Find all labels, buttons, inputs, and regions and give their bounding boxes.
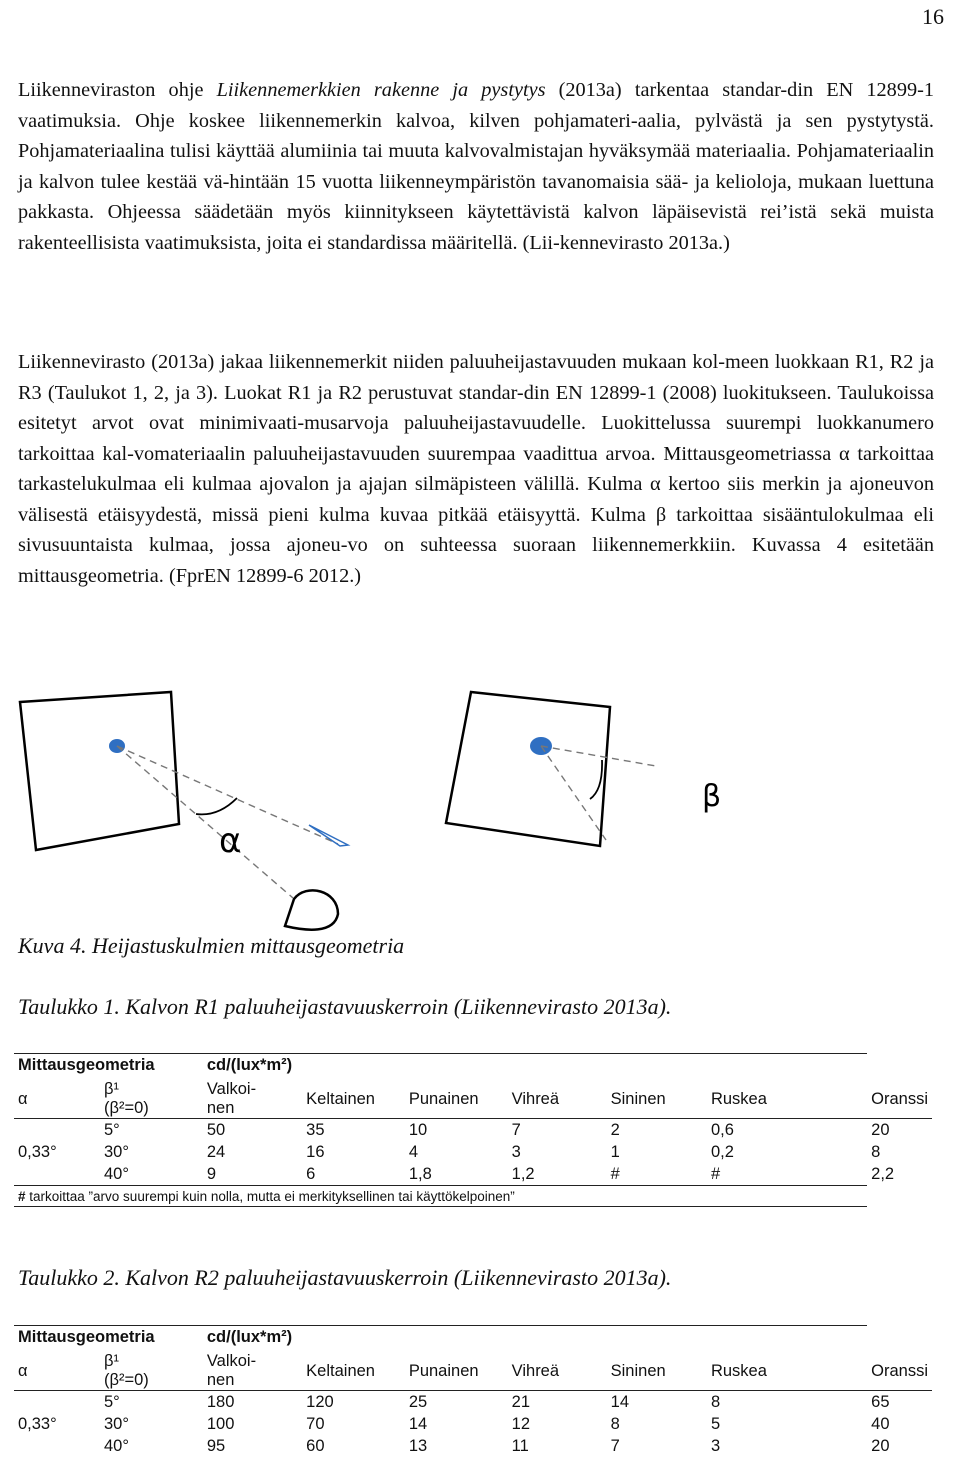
table-1-header-beta: β¹ (β²=0) [103,1080,149,1117]
table-cell: 30° [103,1414,129,1433]
table-2-header-unit: cd/(lux*m²) [203,1326,867,1349]
table-cell: 24 [206,1142,226,1161]
table-cell: 11 [511,1436,529,1455]
table-2-header-row-2 [14,1348,932,1391]
table-2-caption: Taulukko 2. Kalvon R2 paluuheijastavuuskerroin (Liikennevirasto 2013a). [18,1265,672,1290]
table-cell: 5 [710,1414,721,1433]
table-2-header-row-1 [14,1326,932,1349]
table-cell: 4 [408,1142,419,1161]
table-cell: 70 [306,1414,325,1433]
beta-label: β [702,779,722,814]
table-cell: 50 [203,1119,302,1142]
table-cell: 5° [100,1119,203,1142]
table-cell: 5° [100,1391,203,1414]
table-cell: 14 [607,1391,707,1414]
table-row [14,1435,932,1457]
alpha-label: α [219,821,242,861]
table-2-header-white: Valkoi- nen [206,1352,257,1389]
table-1-header-color: Sininen [610,1089,666,1108]
table-row [14,1413,932,1435]
table-cell: 8 [610,1414,620,1433]
table-cell: 12 [511,1414,530,1433]
sign-panel-right [446,692,610,846]
table-cell: 14 [408,1414,428,1433]
table-row [14,1391,932,1414]
table-cell: # [610,1164,620,1183]
table-row [14,1119,932,1142]
paragraph-1-text-b: (2013a) tarkentaa standar-din EN 12899-1 vaatimuksia. Ohje koskee liikennemerkin kalvoa, kilven pohjamateri-aalia, pylvästä ja sen pystytystä. Pohjamateriaalina tulisi käyttää alumiinia tai muuta kalvovalmistajan hyväksymää materiaalia. Pohjamateriaalin ja kalvon tulee kestää vä-hintään 15 vuotta liikenneympäristön tavanomaisia sää- ja kelioloja, mukaan luettuna pakkasta. Ohjeessa säädetään myös kiinnitykseen käytettävistä kalvon läpäisevistä rei’istä sekä muista rakenteellisista vaatimuksista, joita ei standardissa määritellä. (Lii-kennevirasto 2013a.) [18,79,935,254]
table-2-alpha-value: 0,33° [14,1391,100,1458]
table-cell: 35 [302,1119,405,1142]
table-1-header-geometry: Mittausgeometria [14,1054,203,1077]
table-cell: # [710,1164,721,1183]
table-1-footnote: # tarkoittaa ”arvo suurempi kuin nolla, mutta ei merkityksellinen tai käyttökelpoinen” [14,1186,867,1207]
illumination-ray-left [117,746,293,898]
table-cell: 20 [871,1436,890,1455]
table-row [14,1141,932,1163]
paragraph-2: Liikennevirasto (2013a) jakaa liikennemerkit niiden paluuheijastavuuden mukaan kol-meen luokkaan R1, R2 ja R3 (Taulukot 1, 2, ja 3). Luokat R1 ja R2 perustuvat standar-din EN 12899-1 (2008) luokitukseen. Taulukoissa esitetyt arvot ovat minimivaati-musarvoja paluuheijastavuudelle. Luokittelussa suurempi luokkanumero tarkoittaa kal-vomateriaalin paluuheijastavuuden suurempaa vaadittua arvoa. Mittausgeometriassa α tarkoittaa tarkastelukulmaa eli kulmaa ajovalon ja ajajan silmäpisteen välillä. Kulma α kertoo siis merkin ja ajoneuvon välisestä etäisyydestä, missä pieni kulma kuvaa pitkää etäisyyttä. Kulma β tarkoittaa sisääntulokulmaa eli sivusuuntaista kulmaa, jossa ajoneu-vo on suhteessa suoraan liikennemerkkiin. Kuvassa 4 esitetään mittausgeometria. (FprEN 12899-6 2012.) [18,351,934,587]
table-1-header-alpha: α [18,1089,28,1108]
table-cell: 0,2 [710,1142,734,1161]
headlamp-icon [285,890,338,929]
table-cell: 2 [607,1119,707,1142]
table-cell: 9 [206,1164,217,1183]
measurement-geometry-figure [18,690,722,940]
table-cell: 120 [302,1391,405,1414]
table-cell: 1 [610,1142,620,1161]
paragraph-1 [18,75,934,258]
table-row [14,1163,932,1186]
table-1-caption: Taulukko 1. Kalvon R1 paluuheijastavuuskerroin (Liikennevirasto 2013a). [18,994,672,1019]
table-cell: 7 [508,1119,607,1142]
table-cell: 40° [103,1164,129,1183]
table-2-header-color: Vihreä [511,1361,560,1380]
table-1-header-row-1 [14,1054,932,1077]
table-1-header-unit: cd/(lux*m²) [203,1054,867,1077]
table-cell: 65 [867,1391,932,1414]
table-cell: 180 [203,1391,302,1414]
table-2-header-color: Sininen [610,1361,666,1380]
table-2-header-color: Ruskea [710,1361,767,1380]
table-cell: 100 [206,1414,235,1433]
table-cell: 30° [103,1142,129,1161]
table-cell: 25 [405,1391,508,1414]
table-1-header-color: Punainen [408,1089,479,1108]
table-cell: 0,6 [707,1119,867,1142]
table-2-header-color: Keltainen [306,1361,375,1380]
table-cell: 2,2 [871,1164,895,1183]
table-cell: 20 [867,1119,932,1142]
table-2-header-geometry: Mittausgeometria [14,1326,203,1349]
figure-caption: Kuva 4. Heijastuskulmien mittausgeometria [18,933,405,958]
table-cell: 1,8 [408,1164,432,1183]
table-2-header-beta: β¹ (β²=0) [103,1352,149,1389]
table-cell: 3 [710,1436,721,1455]
reference-axis-right [541,746,656,766]
table-1-header-white: Valkoi- nen [206,1080,257,1117]
table-cell: 21 [508,1391,607,1414]
table-1-header-color: Ruskea [710,1089,767,1108]
table-cell: 8 [707,1391,867,1414]
table-1-header-row-2 [14,1076,932,1119]
table-cell: 10 [405,1119,508,1142]
table-1-alpha-value: 0,33° [14,1119,100,1186]
table-2-header-color: Punainen [408,1361,479,1380]
table-2 [14,1325,932,1457]
table-cell: 6 [306,1164,316,1183]
table-cell: 60 [306,1436,325,1455]
sign-panel-left [20,692,179,850]
table-2-header-color: Oranssi [871,1361,928,1380]
paragraph-1-text-a: Liikenneviraston ohje [18,79,217,101]
table-cell: 40° [103,1436,129,1455]
table-2-header-alpha: α [18,1361,28,1380]
table-cell: 7 [610,1436,620,1455]
table-1-header-color: Vihreä [511,1089,560,1108]
guideline-title: Liikennemerkkien rakenne ja pystytys [216,79,546,101]
table-cell: 16 [306,1142,325,1161]
observer-icon [309,825,348,846]
table-cell: 40 [871,1414,890,1433]
beta-arc [590,760,602,799]
page-number: 16 [922,4,944,29]
table-cell: 3 [511,1142,521,1161]
table-1-footnote-row [14,1186,932,1207]
alpha-arc [196,798,237,814]
table-1-header-color: Oranssi [871,1089,928,1108]
table-1-header-color: Keltainen [306,1089,375,1108]
table-cell: 8 [871,1142,881,1161]
table-1 [14,1053,932,1207]
table-cell: 1,2 [511,1164,535,1183]
table-cell: 13 [408,1436,428,1455]
table-cell: 95 [206,1436,226,1455]
